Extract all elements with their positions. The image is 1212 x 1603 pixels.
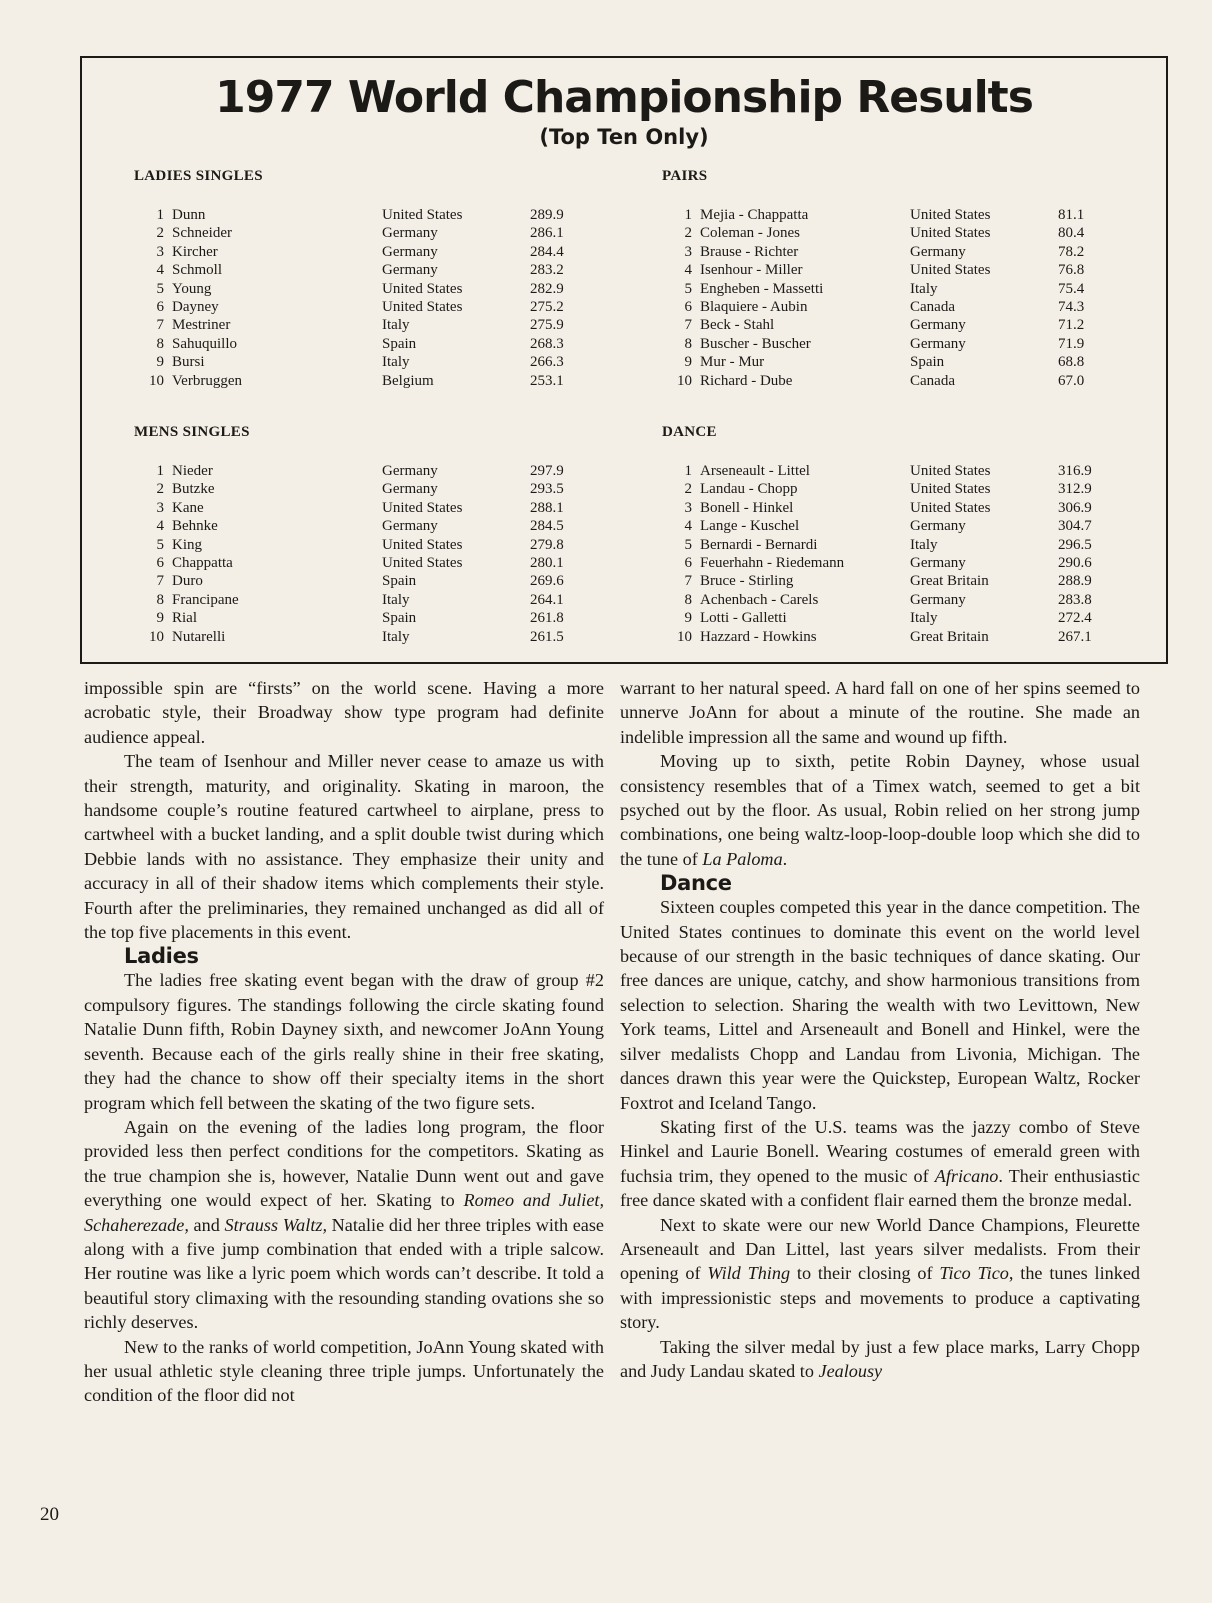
cell-rank: 2 bbox=[684, 481, 692, 498]
paragraph: impossible spin are “firsts” on the world scene. Having a more acrobatic style, their Broadway show type program had definite audience appeal. bbox=[84, 678, 604, 747]
cell-rank: 6 bbox=[684, 555, 692, 572]
table-row bbox=[662, 280, 1108, 298]
cell-rank: 9 bbox=[684, 354, 692, 371]
cell-name: Blaquiere - Aubin bbox=[700, 299, 808, 316]
table-row bbox=[134, 536, 580, 554]
cell-name: Feuerhahn - Riedemann bbox=[700, 555, 845, 572]
cell-rank: 6 bbox=[156, 555, 164, 572]
cell-country: Italy bbox=[382, 628, 410, 645]
cell-country: Spain bbox=[382, 335, 417, 352]
dance-table bbox=[662, 462, 1108, 646]
section-heading-ladies: Ladies bbox=[124, 944, 199, 969]
cell-name: Schmoll bbox=[172, 262, 223, 279]
cell-country: Spain bbox=[910, 354, 945, 371]
table-row bbox=[662, 462, 1108, 480]
cell-name: Duro bbox=[172, 573, 203, 590]
cell-name: Arseneault - Littel bbox=[700, 463, 810, 479]
cell-country: United States bbox=[910, 499, 991, 516]
table-row bbox=[134, 280, 580, 298]
cell-rank: 4 bbox=[156, 262, 164, 279]
cell-name: Engheben - Massetti bbox=[700, 280, 824, 297]
cell-score: 268.3 bbox=[530, 335, 564, 352]
table-row bbox=[134, 261, 580, 279]
cell-rank: 3 bbox=[156, 499, 164, 516]
text-run: Taking the silver medal by just a few place marks, Larry Chopp and Judy Landau skated to bbox=[620, 1336, 1140, 1381]
table-row bbox=[662, 206, 1108, 224]
cell-score: 80.4 bbox=[1058, 225, 1085, 242]
cell-country: United States bbox=[910, 262, 991, 279]
cell-country: United States bbox=[382, 280, 463, 297]
cell-name: Bursi bbox=[172, 354, 205, 371]
cell-name: Behnke bbox=[172, 518, 218, 535]
pairs-heading: PAIRS bbox=[662, 168, 708, 184]
cell-score: 312.9 bbox=[1058, 481, 1092, 498]
table-row bbox=[662, 499, 1108, 517]
cell-name: Bonell - Hinkel bbox=[700, 499, 794, 516]
table-row bbox=[662, 554, 1108, 572]
table-row bbox=[134, 353, 580, 371]
cell-rank: 2 bbox=[684, 225, 692, 242]
cell-score: 269.6 bbox=[530, 573, 564, 590]
cell-score: 280.1 bbox=[530, 555, 564, 572]
text-run: Natalie did her three triples with ease along with a five jump combination that ended with a triple salcow. Her routine was like a lyric poem which words can’t describe. It told a beautiful story climaxing with the resounding standing ovations she so richly deserves. bbox=[84, 1214, 604, 1333]
cell-name: King bbox=[172, 536, 202, 553]
music-title: Jealousy bbox=[818, 1360, 883, 1381]
table-row bbox=[134, 316, 580, 334]
cell-rank: 10 bbox=[149, 372, 164, 389]
table-row bbox=[134, 206, 580, 224]
table-row bbox=[662, 372, 1108, 390]
cell-rank: 10 bbox=[677, 628, 692, 645]
cell-score: 266.3 bbox=[530, 354, 564, 371]
mens-singles-heading: MENS SINGLES bbox=[134, 424, 250, 440]
table-row bbox=[134, 480, 580, 498]
cell-rank: 8 bbox=[156, 335, 164, 352]
page-subtitle: (Top Ten Only) bbox=[539, 125, 709, 149]
cell-rank: 8 bbox=[684, 591, 692, 608]
page-number: 20 bbox=[40, 1504, 59, 1525]
table-row bbox=[662, 536, 1108, 554]
cell-score: 288.1 bbox=[530, 499, 564, 516]
ladies-singles-heading: LADIES SINGLES bbox=[134, 168, 263, 184]
table-row bbox=[662, 628, 1108, 646]
table-row bbox=[134, 298, 580, 316]
table-row bbox=[134, 499, 580, 517]
cell-country: United States bbox=[910, 463, 991, 479]
cell-country: Italy bbox=[910, 610, 938, 627]
music-title: Africano bbox=[934, 1165, 999, 1186]
table-row bbox=[134, 554, 580, 572]
cell-country: United States bbox=[910, 225, 991, 242]
table-row bbox=[134, 517, 580, 535]
cell-score: 76.8 bbox=[1058, 262, 1085, 279]
table-row bbox=[134, 243, 580, 261]
cell-name: Hazzard - Howkins bbox=[700, 628, 817, 645]
text-run: Next to skate were our new World Dance Champions, Fleurette Arseneault and Dan Littel, last years silver medalists. From their opening of bbox=[620, 1214, 1140, 1284]
article-left-column bbox=[84, 676, 604, 1408]
cell-name: Buscher - Buscher bbox=[700, 335, 811, 352]
section-heading-dance: Dance bbox=[660, 871, 732, 896]
text-run: Moving up to sixth, petite Robin Dayney, whose usual consistency resembles that of a Timex watch, seemed to get a bit psyched out by the floor. As usual, Robin relied on her strong jump combinations, one being waltz-loop-loop-double loop which she did to the tune of bbox=[620, 751, 1140, 869]
cell-rank: 7 bbox=[684, 317, 692, 334]
cell-name: Isenhour - Miller bbox=[700, 262, 803, 279]
mens-singles-table bbox=[134, 462, 580, 646]
cell-rank: 4 bbox=[684, 518, 692, 535]
cell-name: Richard - Dube bbox=[700, 372, 793, 389]
music-title: Tico Tico bbox=[939, 1263, 1009, 1284]
cell-score: 71.2 bbox=[1058, 317, 1085, 334]
cell-rank: 9 bbox=[156, 354, 164, 371]
cell-name: Sahuquillo bbox=[172, 335, 238, 352]
cell-name: Francipane bbox=[172, 591, 239, 608]
text-run: . Their enthusiastic free dance skated with a confident flair earned them the bronze medal. bbox=[620, 1165, 1140, 1211]
text-run: and bbox=[188, 1214, 225, 1235]
cell-country: United States bbox=[382, 207, 463, 223]
cell-rank: 10 bbox=[677, 372, 692, 389]
cell-score: 275.9 bbox=[530, 317, 564, 334]
ladies-singles-section bbox=[134, 166, 604, 390]
paragraph bbox=[620, 1213, 1140, 1335]
cell-name: Mestriner bbox=[172, 317, 231, 334]
cell-name: Coleman - Jones bbox=[700, 225, 800, 242]
cell-score: 283.2 bbox=[530, 262, 564, 279]
cell-name: Nutarelli bbox=[172, 628, 226, 645]
table-row bbox=[134, 224, 580, 242]
dance-heading: DANCE bbox=[662, 424, 717, 440]
cell-rank: 6 bbox=[684, 299, 692, 316]
paragraph bbox=[620, 1115, 1140, 1213]
cell-score: 282.9 bbox=[530, 280, 564, 297]
cell-country: Spain bbox=[382, 573, 417, 590]
cell-score: 71.9 bbox=[1058, 335, 1085, 352]
cell-country: Belgium bbox=[382, 372, 434, 389]
cell-name: Kircher bbox=[172, 243, 218, 260]
cell-rank: 1 bbox=[156, 463, 164, 479]
cell-rank: 2 bbox=[156, 481, 164, 498]
cell-score: 279.8 bbox=[530, 536, 564, 553]
dance-section bbox=[662, 422, 1132, 646]
cell-country: Germany bbox=[382, 481, 438, 498]
cell-rank: 9 bbox=[156, 610, 164, 627]
cell-name: Lange - Kuschel bbox=[700, 518, 800, 535]
cell-rank: 1 bbox=[684, 463, 692, 479]
cell-country: Italy bbox=[382, 591, 410, 608]
text-run: Skating first of the U.S. teams was the jazzy combo of Steve Hinkel and Laurie Bonell. Wearing costumes of emerald green with fuchsia trim, they opened to the music of bbox=[620, 1116, 1140, 1186]
cell-score: 267.1 bbox=[1058, 628, 1092, 645]
cell-rank: 5 bbox=[684, 280, 692, 297]
cell-country: Germany bbox=[910, 243, 966, 260]
cell-name: Kane bbox=[172, 499, 204, 516]
cell-country: Canada bbox=[910, 299, 955, 316]
cell-rank: 10 bbox=[149, 628, 164, 645]
table-row bbox=[662, 517, 1108, 535]
cell-name: Chappatta bbox=[172, 555, 233, 572]
text-run: Again on the evening of the ladies long program, the floor provided less then perfect conditions for the competitors. Skating as the true champion she is, however, Natalie Dunn went out and gave everything one would expect of her. Skating to bbox=[84, 1116, 604, 1211]
cell-name: Dayney bbox=[172, 299, 219, 316]
cell-country: United States bbox=[382, 299, 463, 316]
cell-country: United States bbox=[382, 555, 463, 572]
table-row bbox=[662, 316, 1108, 334]
cell-rank: 7 bbox=[156, 573, 164, 590]
cell-score: 316.9 bbox=[1058, 463, 1092, 479]
cell-score: 290.6 bbox=[1058, 555, 1092, 572]
paragraph: Sixteen couples competed this year in the dance competition. The United States continues to dominate this event on the world level because of our strength in the basic techniques of dance skating. Our free dances are unique, catchy, and show harmonious transitions from selection to selection. Sharing the wealth with two Levittown, New York teams, Littel and Arseneault and Bonell and Hinkel, were the silver medalists Chopp and Landau from Livonia, Michigan. The dances drawn this year were the Quickstep, European Waltz, Rocker Foxtrot and Iceland Tango. bbox=[620, 897, 1140, 1113]
cell-country: Germany bbox=[382, 243, 438, 260]
cell-name: Mur - Mur bbox=[700, 354, 765, 371]
text-run: , the tunes linked with impressionistic steps and movements to produce a captivating story. bbox=[620, 1263, 1141, 1333]
cell-score: 75.4 bbox=[1058, 280, 1085, 297]
cell-name: Schneider bbox=[172, 225, 232, 242]
cell-rank: 3 bbox=[684, 499, 692, 516]
cell-score: 286.1 bbox=[530, 225, 564, 242]
ladies-singles-table bbox=[134, 206, 580, 390]
cell-rank: 5 bbox=[156, 536, 164, 553]
table-row bbox=[662, 591, 1108, 609]
cell-score: 68.8 bbox=[1058, 354, 1085, 371]
cell-country: Germany bbox=[382, 225, 438, 242]
cell-score: 293.5 bbox=[530, 481, 564, 498]
cell-rank: 5 bbox=[156, 280, 164, 297]
cell-country: Germany bbox=[910, 518, 966, 535]
cell-score: 284.4 bbox=[530, 243, 564, 260]
cell-score: 275.2 bbox=[530, 299, 564, 316]
cell-name: Dunn bbox=[172, 207, 206, 223]
cell-country: Great Britain bbox=[910, 573, 989, 590]
cell-score: 81.1 bbox=[1058, 207, 1085, 223]
cell-country: Germany bbox=[910, 555, 966, 572]
cell-name: Young bbox=[172, 280, 212, 297]
cell-score: 272.4 bbox=[1058, 610, 1092, 627]
cell-country: Italy bbox=[910, 536, 938, 553]
cell-rank: 3 bbox=[156, 243, 164, 260]
table-row bbox=[662, 335, 1108, 353]
table-row bbox=[134, 591, 580, 609]
paragraph: The ladies free skating event began with the draw of group #2 compulsory figures. The standings following the circle skating found Natalie Dunn fifth, Robin Dayney sixth, and newcomer JoAnn Young seventh. Because each of the girls really shine in their free skating, they had the chance to show off their specialty items in the short program which fell between the skating of the two figure sets. bbox=[84, 970, 604, 1113]
cell-name: Bruce - Stirling bbox=[700, 573, 794, 590]
cell-country: Spain bbox=[382, 610, 417, 627]
cell-country: Great Britain bbox=[910, 628, 989, 645]
cell-country: United States bbox=[910, 207, 991, 223]
paragraph: New to the ranks of world competition, JoAnn Young skated with her usual athletic style cleaning three triple jumps. Unfortunately the condition of the floor did not bbox=[84, 1336, 604, 1406]
cell-rank: 8 bbox=[684, 335, 692, 352]
table-row bbox=[134, 372, 580, 390]
cell-score: 306.9 bbox=[1058, 499, 1092, 516]
cell-rank: 7 bbox=[684, 573, 692, 590]
cell-rank: 7 bbox=[156, 317, 164, 334]
cell-country: Germany bbox=[910, 591, 966, 608]
table-row bbox=[134, 628, 580, 646]
cell-rank: 5 bbox=[684, 536, 692, 553]
cell-score: 284.5 bbox=[530, 518, 564, 535]
cell-rank: 6 bbox=[156, 299, 164, 316]
cell-rank: 4 bbox=[156, 518, 164, 535]
cell-country: Italy bbox=[382, 354, 410, 371]
page-title: 1977 World Championship Results bbox=[215, 72, 1033, 123]
cell-rank: 4 bbox=[684, 262, 692, 279]
text-run: . bbox=[782, 848, 788, 869]
cell-country: United States bbox=[382, 536, 463, 553]
cell-score: 74.3 bbox=[1058, 299, 1085, 316]
cell-score: 261.8 bbox=[530, 610, 564, 627]
cell-rank: 8 bbox=[156, 591, 164, 608]
cell-country: Canada bbox=[910, 372, 955, 389]
pairs-table bbox=[662, 206, 1108, 390]
cell-country: Germany bbox=[382, 262, 438, 279]
paragraph: warrant to her natural speed. A hard fall on one of her spins seemed to unnerve JoAnn for about a minute of the routine. She made an indelible impression all the same and wound up fifth. bbox=[620, 678, 1140, 747]
cell-rank: 1 bbox=[684, 207, 692, 223]
cell-country: Germany bbox=[910, 317, 966, 334]
cell-score: 297.9 bbox=[530, 463, 564, 479]
cell-score: 289.9 bbox=[530, 207, 564, 223]
cell-rank: 2 bbox=[156, 225, 164, 242]
cell-name: Brause - Richter bbox=[700, 243, 799, 260]
table-row bbox=[134, 572, 580, 590]
cell-name: Nieder bbox=[172, 463, 213, 479]
cell-score: 78.2 bbox=[1058, 243, 1085, 260]
music-title: La Paloma bbox=[702, 848, 783, 869]
table-row bbox=[662, 609, 1108, 627]
pairs-section bbox=[662, 166, 1132, 390]
paragraph bbox=[620, 749, 1140, 871]
table-row bbox=[662, 261, 1108, 279]
table-row bbox=[662, 480, 1108, 498]
cell-rank: 3 bbox=[684, 243, 692, 260]
cell-name: Verbruggen bbox=[172, 372, 242, 389]
cell-score: 261.5 bbox=[530, 628, 564, 645]
cell-name: Beck - Stahl bbox=[700, 317, 775, 334]
cell-score: 264.1 bbox=[530, 591, 564, 608]
table-row bbox=[662, 224, 1108, 242]
cell-score: 283.8 bbox=[1058, 591, 1092, 608]
table-row bbox=[134, 462, 580, 480]
cell-country: Germany bbox=[382, 463, 438, 479]
cell-name: Landau - Chopp bbox=[700, 481, 798, 498]
text-run: to their closing of bbox=[790, 1263, 940, 1284]
cell-name: Achenbach - Carels bbox=[700, 591, 819, 608]
table-row bbox=[662, 243, 1108, 261]
mens-singles-section bbox=[134, 422, 604, 646]
cell-country: Italy bbox=[910, 280, 938, 297]
music-title: Strauss Waltz, bbox=[224, 1214, 327, 1235]
paragraph bbox=[84, 1115, 604, 1335]
results-box bbox=[80, 56, 1168, 664]
cell-country: Germany bbox=[382, 518, 438, 535]
table-row bbox=[662, 298, 1108, 316]
music-title: Wild Thing bbox=[707, 1263, 791, 1284]
cell-name: Mejia - Chappatta bbox=[700, 207, 809, 223]
cell-country: United States bbox=[910, 481, 991, 498]
cell-country: Italy bbox=[382, 317, 410, 334]
cell-score: 67.0 bbox=[1058, 372, 1085, 389]
cell-score: 304.7 bbox=[1058, 518, 1092, 535]
cell-name: Lotti - Galletti bbox=[700, 610, 787, 627]
music-title: Romeo and Juliet, Schaherezade, bbox=[84, 1190, 604, 1235]
paragraph: The team of Isenhour and Miller never cease to amaze us with their strength, maturity, and originality. Skating in maroon, the handsome couple’s routine featured cartwheel to airplane, press to cartwheel with a bucket landing, and a split double twist during which Debbie lands with no assistance. They emphasize their unity and accuracy in all of their shadow items which complements their style. Fourth after the preliminaries, they remained unchanged as did all of the top five placements in this event. bbox=[84, 751, 604, 943]
table-row bbox=[662, 572, 1108, 590]
article-right-column bbox=[620, 676, 1140, 1383]
cell-rank: 9 bbox=[684, 610, 692, 627]
cell-name: Butzke bbox=[172, 481, 215, 498]
cell-rank: 1 bbox=[156, 207, 164, 223]
table-row bbox=[134, 335, 580, 353]
cell-score: 253.1 bbox=[530, 372, 564, 389]
paragraph bbox=[620, 1335, 1140, 1384]
table-row bbox=[662, 353, 1108, 371]
table-row bbox=[134, 609, 580, 627]
cell-country: United States bbox=[382, 499, 463, 516]
cell-name: Rial bbox=[172, 610, 197, 627]
cell-name: Bernardi - Bernardi bbox=[700, 536, 818, 553]
cell-country: Germany bbox=[910, 335, 966, 352]
cell-score: 288.9 bbox=[1058, 573, 1092, 590]
cell-score: 296.5 bbox=[1058, 536, 1092, 553]
